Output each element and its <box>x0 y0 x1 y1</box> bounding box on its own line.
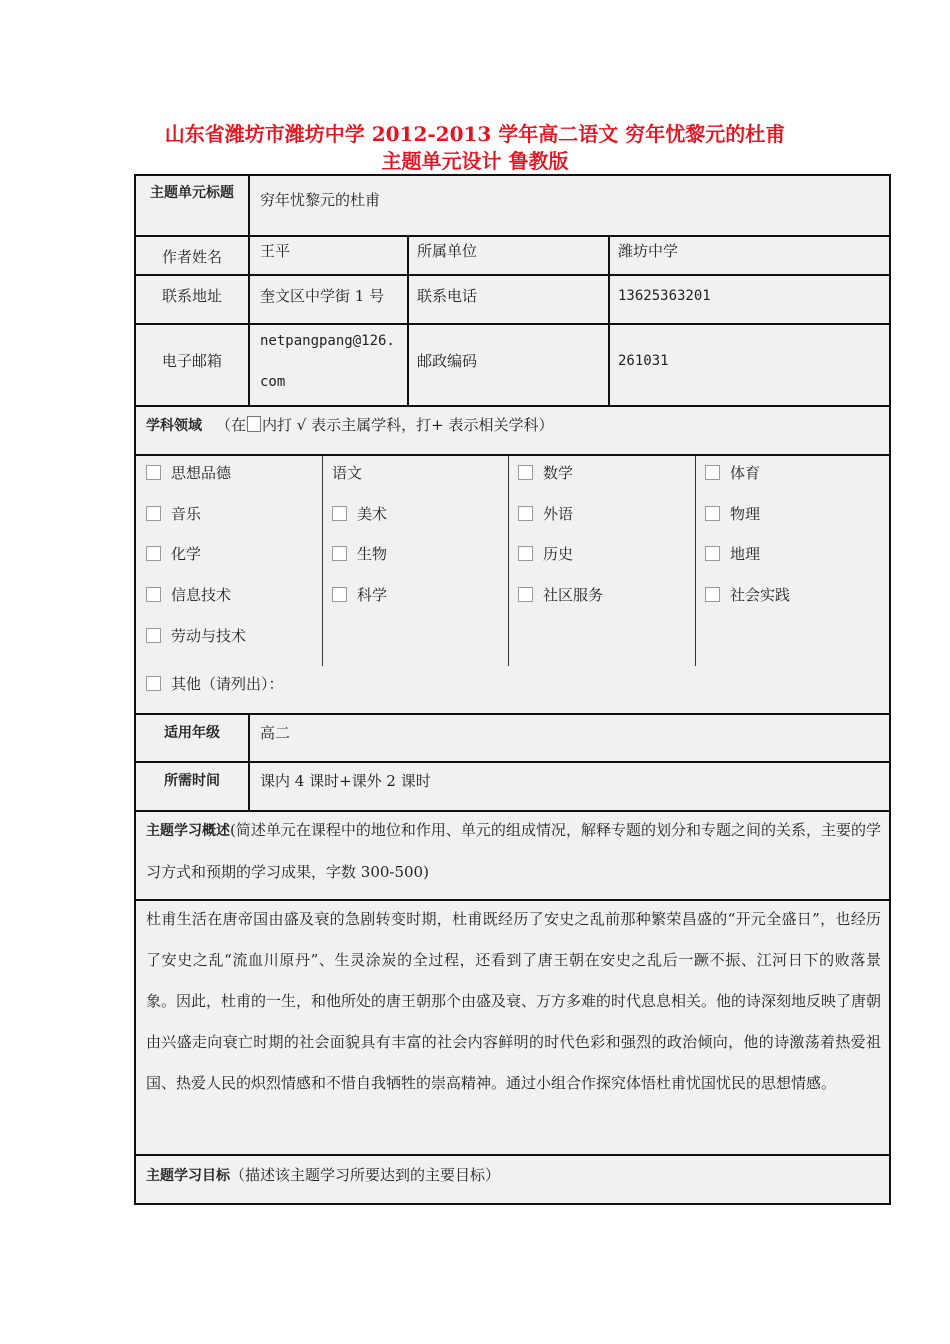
org-label: 所属单位 <box>417 242 478 260</box>
subject-checkbox[interactable]: 思想品德 <box>146 462 231 484</box>
author-label: 作者姓名 <box>161 248 222 266</box>
subject-checkbox[interactable]: 音乐 <box>146 503 201 525</box>
subject-checkbox[interactable]: 体育 <box>705 462 760 484</box>
unit-design-form <box>134 174 891 1205</box>
address-value: 奎文区中学街 1 号 <box>260 287 385 305</box>
subject-checkbox[interactable]: 外语 <box>518 503 573 525</box>
overview-note: (简述单元在课程中的地位和作用、单元的组成情况，解释专题的划分和专题之间的关系，主要的学习方式和预期的学习成果，字数 300-500) <box>146 821 882 881</box>
time-value: 课内 4 课时+课外 2 课时 <box>260 772 431 790</box>
goal-header <box>146 1164 500 1187</box>
goal-note: （描述该主题学习所要达到的主要目标） <box>230 1166 501 1184</box>
checkbox-icon[interactable] <box>518 465 533 480</box>
subject-area-header <box>146 414 553 437</box>
grade-value: 高二 <box>260 724 291 742</box>
document-title-line-1: 山东省潍坊市潍坊中学 2012-2013 学年高二语文 穷年忧黎元的杜甫 <box>164 122 786 146</box>
time-label: 所需时间 <box>164 773 220 789</box>
rule <box>695 456 696 666</box>
subject-checkbox[interactable]: 历史 <box>518 543 573 565</box>
subject-checkbox[interactable]: 地理 <box>705 543 760 565</box>
checkbox-icon[interactable] <box>146 465 161 480</box>
checkbox-icon[interactable] <box>518 506 533 521</box>
unit-title-label: 主题单元标题 <box>150 185 234 201</box>
subject-checkbox[interactable]: 劳动与技术 <box>146 625 246 647</box>
checkbox-icon[interactable] <box>146 628 161 643</box>
email-value-line-2: com <box>260 374 286 390</box>
address-label: 联系地址 <box>161 287 222 305</box>
grade-label: 适用年级 <box>164 725 220 741</box>
subject-checkbox[interactable]: 信息技术 <box>146 584 231 606</box>
rule <box>407 235 409 405</box>
subject-checkbox[interactable]: 数学 <box>518 462 573 484</box>
rule <box>136 454 889 456</box>
rule <box>508 456 509 666</box>
unit-title-value: 穷年忧黎元的杜甫 <box>260 191 381 209</box>
rule <box>248 713 250 810</box>
subject-area-label: 学科领域 <box>146 418 202 434</box>
checkbox-icon[interactable] <box>705 587 720 602</box>
subject-checkbox[interactable]: 社区服务 <box>518 584 603 606</box>
checkbox-icon[interactable] <box>518 587 533 602</box>
checkbox-icon[interactable] <box>332 587 347 602</box>
subject-checkbox[interactable]: 生物 <box>332 543 387 565</box>
checkbox-icon[interactable] <box>146 506 161 521</box>
checkbox-icon[interactable] <box>332 506 347 521</box>
checkbox-icon[interactable] <box>518 546 533 561</box>
subject-checkbox-other[interactable]: 其他（请列出）： <box>146 673 284 695</box>
checkbox-icon[interactable] <box>705 465 720 480</box>
checkbox-icon[interactable] <box>146 587 161 602</box>
subject-label-chinese: 语文 <box>332 464 363 482</box>
author-value: 王平 <box>260 242 291 260</box>
subject-checkbox[interactable]: 化学 <box>146 543 201 565</box>
subject-checkbox[interactable]: 社会实践 <box>705 584 790 606</box>
rule <box>136 1154 889 1156</box>
checkbox-icon[interactable] <box>146 676 161 691</box>
phone-label: 联系电话 <box>417 287 478 305</box>
subject-area-note-end: 内打 √ 表示主属学科，打+ 表示相关学科） <box>262 416 554 434</box>
rule <box>608 235 610 405</box>
checkbox-icon[interactable] <box>332 546 347 561</box>
document-title-line-2: 主题单元设计 鲁教版 <box>381 149 569 173</box>
email-label: 电子邮箱 <box>161 352 222 370</box>
org-value: 潍坊中学 <box>618 242 679 260</box>
subject-area-note-start: （在 <box>216 416 247 434</box>
overview-header <box>146 810 881 893</box>
subject-checkbox[interactable]: 物理 <box>705 503 760 525</box>
subject-checkbox[interactable]: 美术 <box>332 503 387 525</box>
rule <box>248 176 250 405</box>
phone-value: 13625363201 <box>618 288 711 304</box>
goal-label: 主题学习目标 <box>146 1168 230 1184</box>
postcode-label: 邮政编码 <box>417 352 478 370</box>
rule <box>136 405 889 407</box>
email-value-line-1: netpangpang@126. <box>260 333 395 349</box>
rule <box>322 456 323 666</box>
checkbox-sample <box>247 416 261 432</box>
checkbox-icon[interactable] <box>146 546 161 561</box>
overview-label: 主题学习概述 <box>146 823 231 839</box>
postcode-value: 261031 <box>618 353 669 369</box>
subject-checkbox[interactable]: 科学 <box>332 584 387 606</box>
checkbox-icon[interactable] <box>705 506 720 521</box>
overview-text: 杜甫生活在唐帝国由盛及衰的急剧转变时期，杜甫既经历了安史之乱前那种繁荣昌盛的“开元全盛日”，也经历了安史之乱“流血川原丹”、生灵涂炭的全过程，还看到了唐王朝在安史之乱后一蹶不振、江河日下的败落景象。因此，杜甫的一生，和他所处的唐王朝那个由盛及衰、万方多难的时代息息相关。他的诗深刻地反映了唐朝由兴盛走向衰亡时期的社会面貌具有丰富的社会内容鲜明的时代色彩和强烈的政治倾向，他的诗激荡着热爱祖国、热爱人民的炽烈情感和不惜自我牺牲的崇高精神。通过小组合作探究体悟杜甫忧国忧民的思想情感。 <box>146 910 882 1092</box>
checkbox-icon[interactable] <box>705 546 720 561</box>
